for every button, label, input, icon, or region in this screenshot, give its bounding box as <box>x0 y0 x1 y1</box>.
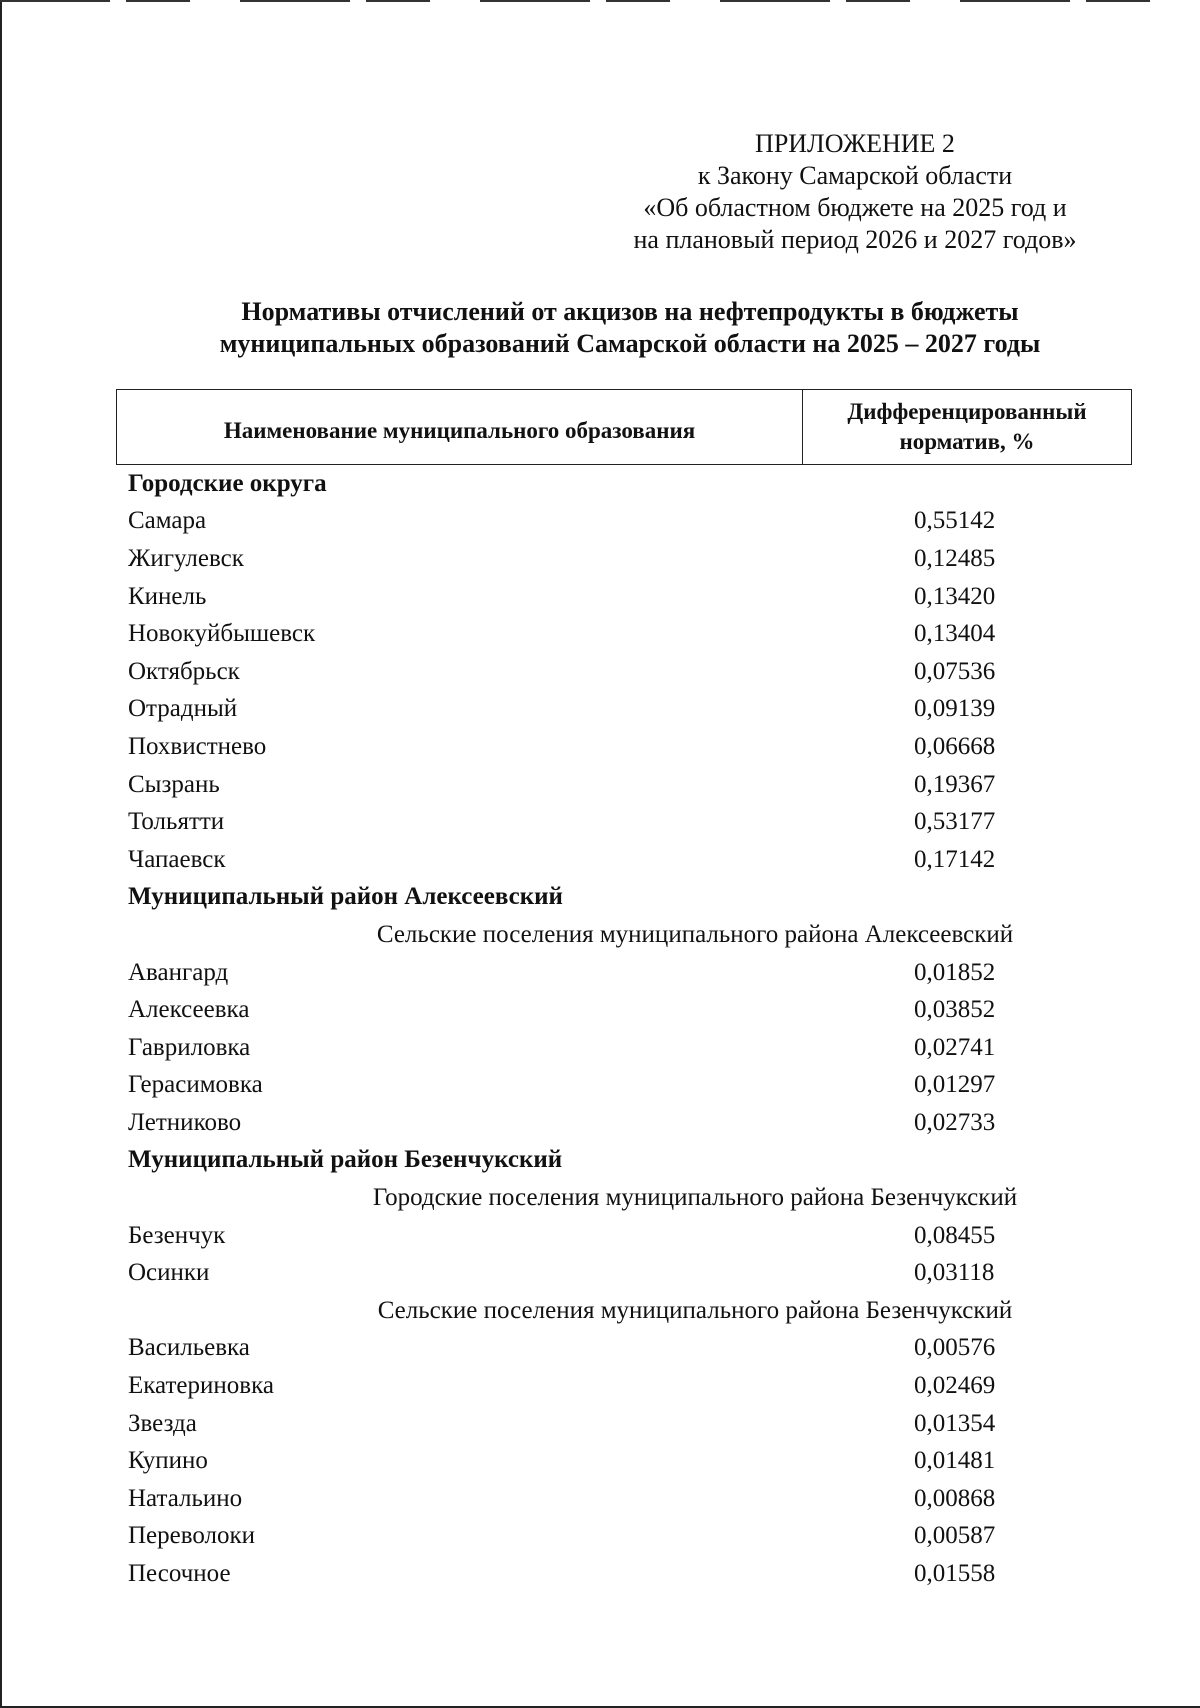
table-row <box>128 1518 1132 1556</box>
municipality-name: Алексеевка <box>128 996 250 1024</box>
table-header <box>116 389 1132 465</box>
normative-value: 0,02733 <box>914 1108 996 1136</box>
normative-value: 0,00868 <box>914 1484 996 1512</box>
municipality-name: Безенчук <box>128 1221 226 1249</box>
municipality-name: Гавриловка <box>128 1033 251 1061</box>
document-title <box>60 296 1200 360</box>
municipality-name: Отрадный <box>128 695 238 723</box>
section-heading <box>128 465 1132 503</box>
column-header-value <box>803 390 1131 464</box>
normative-value: 0,02741 <box>914 1033 996 1061</box>
document-title-line1: Нормативы отчислений от акцизов на нефтепродукты в бюджеты <box>241 297 1019 326</box>
normative-value: 0,06668 <box>914 732 996 760</box>
municipality-name: Осинки <box>128 1259 210 1287</box>
normative-value: 0,00576 <box>914 1334 996 1362</box>
normative-value: 0,12485 <box>914 544 996 572</box>
municipality-name: Авангард <box>128 958 229 986</box>
normative-value: 0,03118 <box>914 1259 995 1287</box>
normative-value: 0,13404 <box>914 620 996 648</box>
table-row <box>128 991 1132 1029</box>
appendix-law-title-line2: на плановый период 2026 и 2027 годов» <box>633 225 1077 254</box>
municipality-name: Похвистнево <box>128 732 267 760</box>
normative-value: 0,00587 <box>914 1522 996 1550</box>
municipality-name: Новокуйбышевск <box>128 620 316 648</box>
table-row <box>128 803 1132 841</box>
municipality-name: Герасимовка <box>128 1071 263 1099</box>
municipality-name: Самара <box>128 507 207 535</box>
subsection-heading-text: Сельские поселения муниципального района Алексеевский <box>376 920 1014 948</box>
normative-value: 0,03852 <box>914 996 996 1024</box>
normative-value: 0,19367 <box>914 770 996 798</box>
table-row <box>128 1442 1132 1480</box>
table-row <box>128 578 1132 616</box>
table-row <box>128 615 1132 653</box>
table-row <box>128 1480 1132 1518</box>
municipality-name: Сызрань <box>128 770 220 798</box>
section-heading-text: Городские округа <box>128 469 327 497</box>
municipality-name: Тольятти <box>128 808 225 836</box>
normative-value: 0,17142 <box>914 845 996 873</box>
table-row <box>128 1367 1132 1405</box>
normative-value: 0,01558 <box>914 1560 996 1588</box>
normative-value: 0,02469 <box>914 1372 996 1400</box>
municipality-name: Купино <box>128 1447 208 1475</box>
municipality-name: Переволоки <box>128 1522 256 1550</box>
table-row <box>128 503 1132 541</box>
scan-edge-top <box>0 0 1200 2</box>
municipality-name: Октябрьск <box>128 657 240 685</box>
subsection-heading-text: Городские поселения муниципального района Безенчукский <box>372 1184 1018 1212</box>
table-row <box>128 1555 1132 1593</box>
table-row <box>128 691 1132 729</box>
table-row <box>128 1405 1132 1443</box>
appendix-law-title-line1: «Об областном бюджете на 2025 год и <box>643 193 1067 222</box>
section-heading-text: Муниципальный район Безенчукский <box>128 1146 563 1174</box>
normative-value: 0,01297 <box>914 1071 996 1099</box>
normative-value: 0,01481 <box>914 1447 996 1475</box>
table-row <box>128 540 1132 578</box>
table-row <box>128 1067 1132 1105</box>
municipality-name: Васильевка <box>128 1334 250 1362</box>
section-heading <box>128 1142 1132 1180</box>
normative-value: 0,09139 <box>914 695 996 723</box>
table-row <box>128 1104 1132 1142</box>
subsection-heading <box>128 1292 1132 1330</box>
subsection-heading-text: Сельские поселения муниципального района Безенчукский <box>377 1296 1013 1324</box>
appendix-number: ПРИЛОЖЕНИЕ 2 <box>755 129 955 158</box>
municipality-name: Екатериновка <box>128 1372 274 1400</box>
section-heading <box>128 879 1132 917</box>
normative-value: 0,55142 <box>914 507 996 535</box>
table-row <box>128 954 1132 992</box>
normative-value: 0,53177 <box>914 808 996 836</box>
table-row <box>128 1330 1132 1368</box>
normative-value: 0,07536 <box>914 657 996 685</box>
table-row <box>128 728 1132 766</box>
municipality-name: Кинель <box>128 582 207 610</box>
table-row <box>128 841 1132 879</box>
appendix-law-reference: к Закону Самарской области <box>697 161 1013 190</box>
table-body <box>128 465 1132 1593</box>
table-row <box>128 653 1132 691</box>
column-header-name: Наименование муниципального образования <box>117 390 803 464</box>
appendix-block <box>560 128 1150 256</box>
scan-edge-left <box>0 0 2 1708</box>
table-row <box>128 1217 1132 1255</box>
municipality-name: Чапаевск <box>128 845 226 873</box>
table-row <box>128 1029 1132 1067</box>
municipality-name: Жигулевск <box>128 544 244 572</box>
normative-value: 0,01354 <box>914 1409 996 1437</box>
section-heading-text: Муниципальный район Алексеевский <box>128 883 563 911</box>
document-title-line2: муниципальных образований Самарской области на 2025 – 2027 годы <box>219 329 1041 358</box>
normative-value: 0,01852 <box>914 958 996 986</box>
subsection-heading <box>128 1179 1132 1217</box>
municipality-name: Песочное <box>128 1560 231 1588</box>
column-header-value-line2: норматив, % <box>899 429 1035 454</box>
municipality-name: Звезда <box>128 1409 197 1437</box>
municipality-name: Летниково <box>128 1108 242 1136</box>
municipality-name: Натальино <box>128 1484 243 1512</box>
table-row <box>128 766 1132 804</box>
normative-value: 0,13420 <box>914 582 996 610</box>
subsection-heading <box>128 916 1132 954</box>
table-row <box>128 1254 1132 1292</box>
column-header-value-line1: Дифференцированный <box>847 399 1087 424</box>
normative-value: 0,08455 <box>914 1221 996 1249</box>
